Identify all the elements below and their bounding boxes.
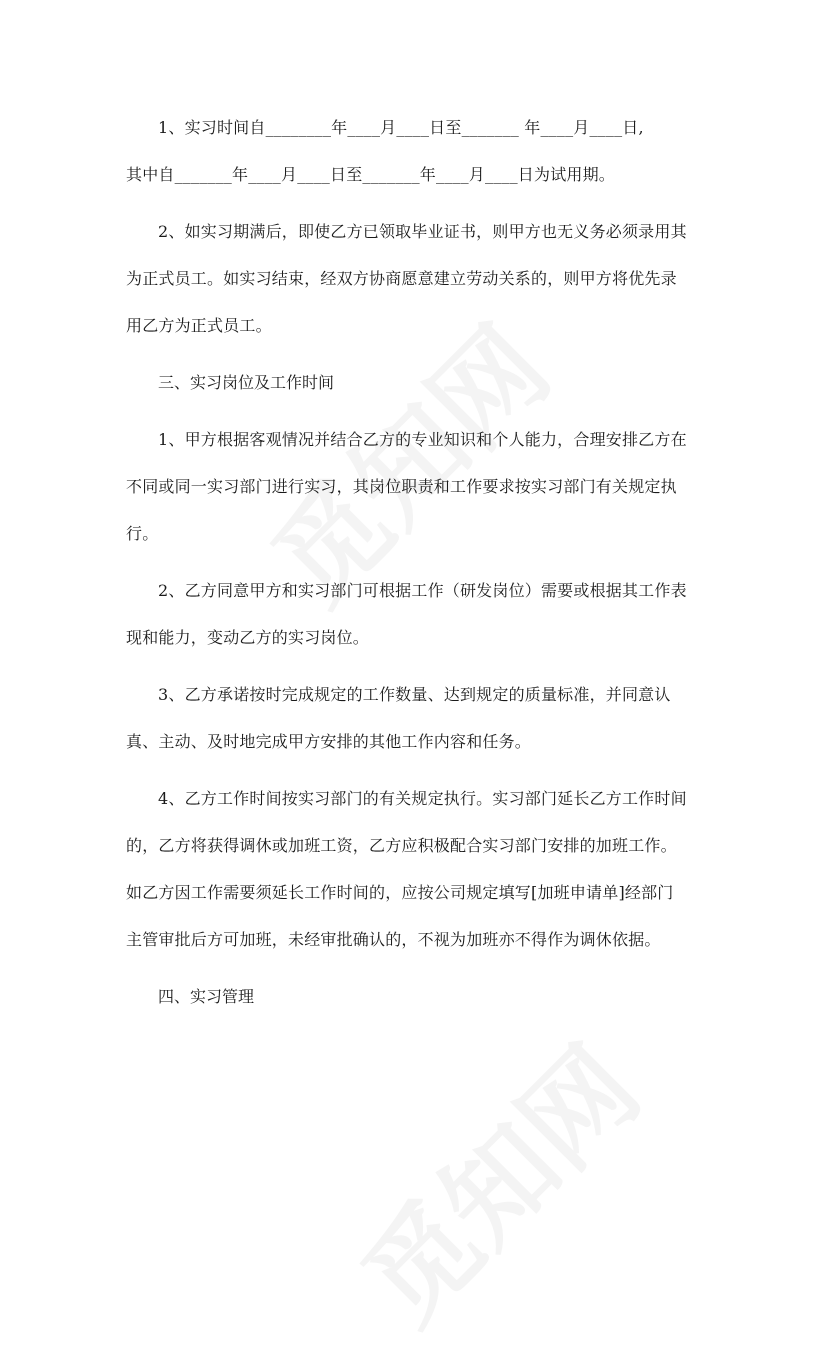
text-line: 其中自_______年____月____日至_______年____月____日为试用期。 xyxy=(126,165,616,184)
text-line: 行。 xyxy=(126,524,159,543)
document-body xyxy=(126,104,698,1030)
paragraph-position-change xyxy=(126,567,698,661)
text-line: 真、主动、及时地完成甲方安排的其他工作内容和任务。 xyxy=(126,732,532,751)
paragraph-employment-after-internship xyxy=(126,208,698,349)
text-line: 3、乙方承诺按时完成规定的工作数量、达到规定的质量标准，并同意认 xyxy=(158,685,671,704)
paragraph-work-commitment xyxy=(126,671,698,765)
section-heading-3: 三、实习岗位及工作时间 xyxy=(158,373,335,392)
text-line: 1、实习时间自________年____月____日至_______ 年____月____日, xyxy=(158,118,644,137)
text-line: 不同或同一实习部门进行实习，其岗位职责和工作要求按实习部门有关规定执 xyxy=(126,477,677,496)
paragraph-internship-period xyxy=(126,104,698,198)
text-line: 主管审批后方可加班，未经审批确认的，不视为加班亦不得作为调休依据。 xyxy=(126,930,661,949)
paragraph-working-hours xyxy=(126,775,698,963)
text-line: 如乙方因工作需要须延长工作时间的，应按公司规定填写[加班申请单]经部门 xyxy=(126,883,674,902)
text-line: 的，乙方将获得调休或加班工资，乙方应积极配合实习部门安排的加班工作。 xyxy=(126,836,677,855)
text-line: 1、甲方根据客观情况并结合乙方的专业知识和个人能力，合理安排乙方在 xyxy=(158,430,687,449)
paragraph-position-arrangement xyxy=(126,416,698,557)
text-line: 用乙方为正式员工。 xyxy=(126,316,272,335)
text-line: 2、乙方同意甲方和实习部门可根据工作（研发岗位）需要或根据其工作表 xyxy=(158,581,687,600)
text-line: 4、乙方工作时间按实习部门的有关规定执行。实习部门延长乙方工作时间 xyxy=(158,789,687,808)
text-line: 为正式员工。如实习结束，经双方协商愿意建立劳动关系的，则甲方将优先录 xyxy=(126,269,677,288)
watermark xyxy=(322,1006,667,1351)
text-line: 现和能力，变动乙方的实习岗位。 xyxy=(126,628,370,647)
section-heading-4: 四、实习管理 xyxy=(158,987,255,1006)
text-line: 2、如实习期满后，即使乙方已领取毕业证书，则甲方也无义务必须录用其 xyxy=(158,222,687,241)
